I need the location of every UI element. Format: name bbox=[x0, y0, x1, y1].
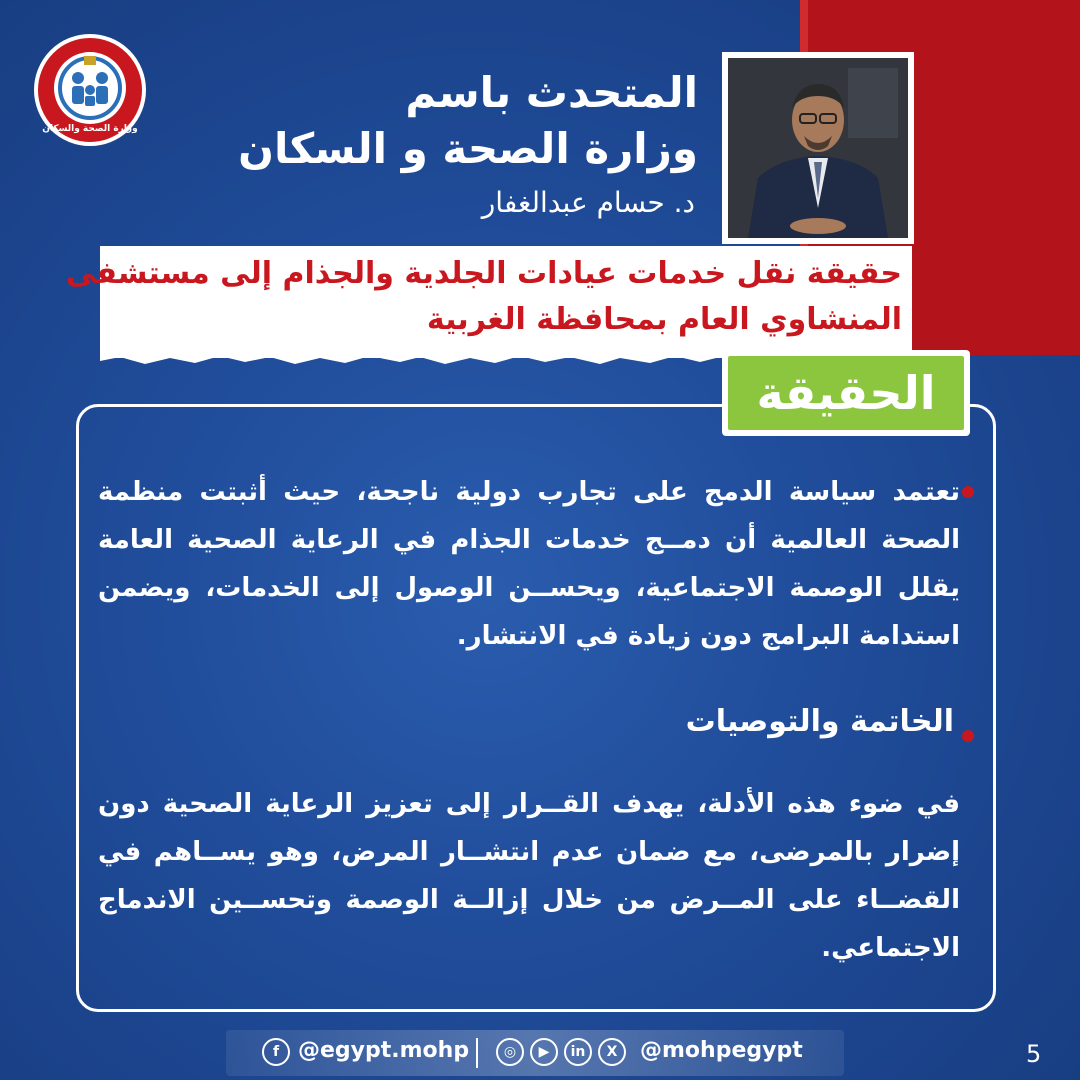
headline-line-2: المنشاوي العام بمحافظة الغربية bbox=[426, 302, 902, 337]
bullet-dot-2 bbox=[962, 730, 974, 742]
youtube-icon[interactable]: ▶ bbox=[530, 1038, 558, 1066]
page-number: 5 bbox=[1026, 1040, 1042, 1068]
logo-emblem bbox=[54, 52, 126, 124]
title-line-1: المتحدث باسم bbox=[405, 68, 698, 117]
paragraph-2: في ضوء هذه الأدلة، يهدف القــرار إلى تعزيز الرعاية الصحية دون إضرار بالمرضى، مع ضمان عدم انتشــار المرض، وهو يســاهم في القضــاء على المــرض من خلال إزالــة الوصمة وتحســين الاندماج الاجتماعي. bbox=[98, 789, 960, 963]
headline-line-1: حقيقة نقل خدمات عيادات الجلدية والجذام إلى مستشفى bbox=[65, 256, 902, 291]
bullet-dot-1 bbox=[962, 486, 974, 498]
logo-text: وزارة الصحة والسكان bbox=[42, 124, 138, 134]
truth-badge bbox=[722, 350, 970, 436]
facebook-handle[interactable]: @egypt.mohp bbox=[298, 1038, 470, 1063]
facebook-icon[interactable]: f bbox=[262, 1038, 290, 1066]
headline-box bbox=[65, 246, 912, 358]
instagram-icon[interactable]: ◎ bbox=[496, 1038, 524, 1066]
speaker-photo bbox=[728, 58, 908, 238]
speaker-photo-frame bbox=[722, 52, 914, 244]
social-handle[interactable]: @mohpegypt bbox=[640, 1038, 803, 1063]
ministry-logo bbox=[34, 34, 146, 146]
conclusion-heading: الخاتمة والتوصيات bbox=[685, 704, 954, 739]
linkedin-icon[interactable]: in bbox=[564, 1038, 592, 1066]
family-icon bbox=[54, 52, 126, 124]
social-footer bbox=[226, 1030, 844, 1076]
footer-divider bbox=[476, 1038, 478, 1068]
paragraph-1: تعتمد سياسة الدمج على تجارب دولية ناجحة، حيث أثبتت منظمة الصحة العالمية أن دمــج خدمات الجذام في الرعاية الصحية العامة يقلل الوصمة الاجتماعية، ويحســن الوصول إلى الخدمات، ويضمن استدامة البرامج دون زيادة في الانتشار. bbox=[98, 477, 960, 651]
x-icon[interactable]: X bbox=[598, 1038, 626, 1066]
speaker-name: د. حسام عبدالغفار bbox=[481, 186, 695, 219]
truth-badge-label: الحقيقة bbox=[728, 356, 964, 430]
person-silhouette-icon bbox=[728, 58, 908, 238]
title-line-2: وزارة الصحة و السكان bbox=[238, 124, 698, 173]
